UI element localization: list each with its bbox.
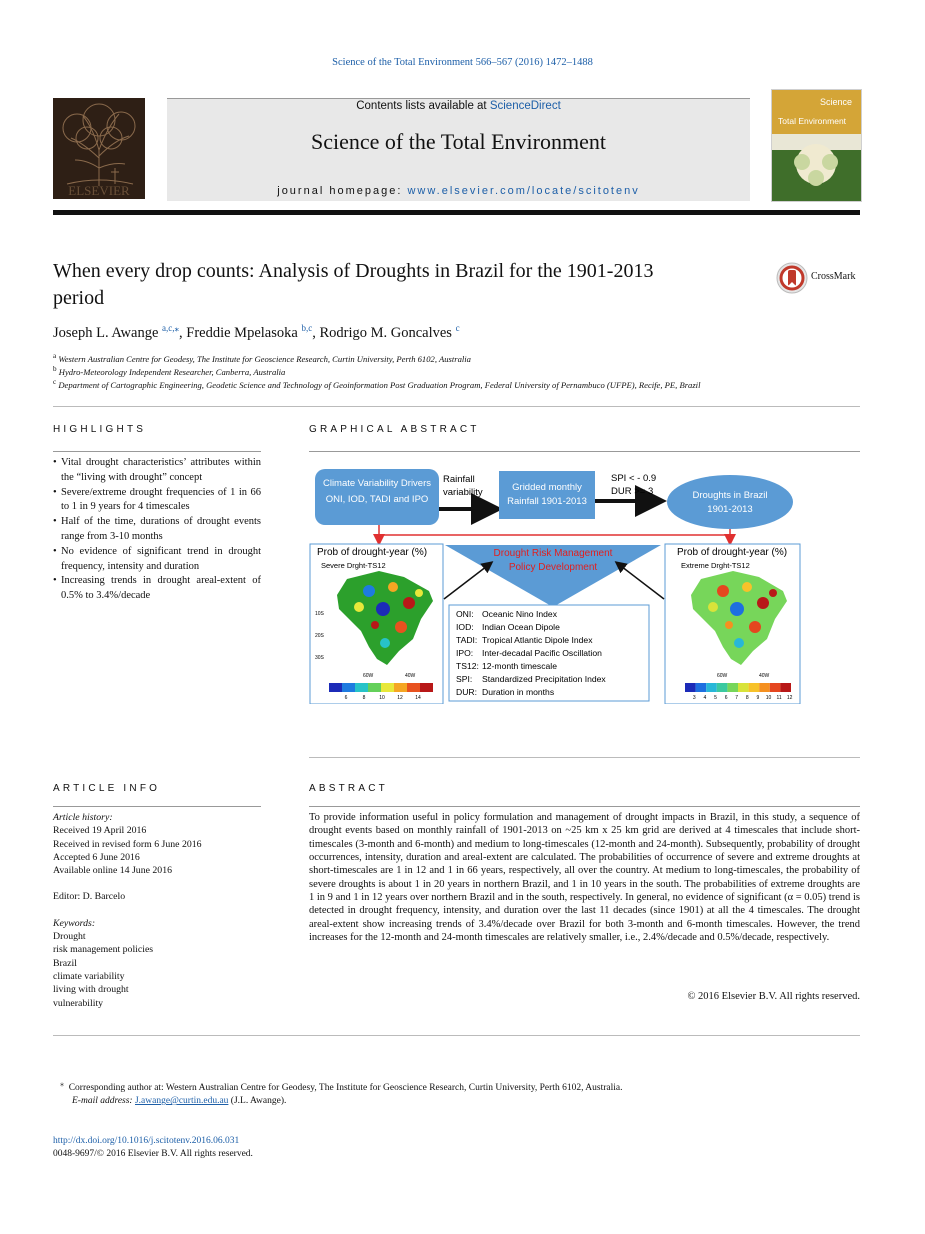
- homepage-prefix: journal homepage:: [277, 185, 408, 197]
- gridded-rainfall-box: [499, 471, 595, 519]
- drivers-title: Climate Variability Drivers: [322, 478, 432, 489]
- crossmark-button[interactable]: [776, 262, 866, 294]
- highlights-heading: HIGHLIGHTS: [53, 424, 147, 435]
- legend-desc: Inter-decadal Pacific Oscillation: [482, 648, 602, 658]
- legend-desc: Standardized Precipitation Index: [482, 674, 606, 684]
- right-map-subtitle: Extreme Drght-TS12: [681, 561, 750, 570]
- legend-desc: Tropical Atlantic Dipole Index: [482, 635, 593, 645]
- left-colorbar-tick: 10: [379, 695, 385, 701]
- footer-divider: [53, 1035, 860, 1036]
- abstract-text: To provide information useful in policy formulation and management of drought impacts in Brazil, in this study, a sequence of drought events based on monthly rainfall of 1901-2013 on ~25 km x 25 km grid are derived at 4 timescales that include short-timescales (3-month and 6-month) and medium to long-timescales (12-month and 24-month). Subsequently, probability of drought occurrences, intensity, duration and areal-extent are calculated. The probabilities of occurrence of severe and extreme droughts at short-timescales are 1 in 12 and 1 in 66 years, respectively, all over the country. At medium to long-timescales, the probability of severe droughts is about 1 in 20 years in northern Brazil, and 1 in 10 years in the south. The probabilities of extreme droughts are 1 in 9 and 1 in 12 years over northern Brazil and in the south, respectively. In general, no evidence of significant (α = 0.05) trend is detected in drought frequency, intensity, and duration over the last 11 decades (since 1901) at all the 4 timescales. The drought areal-extent show increasing trends of 3.4%/decade over Brazil for both 3-month and 6-month timescales. However, the trend increases for the 12-month and 24-month timescales are relatively smaller, i.e., 2.4%/decade and 0.5%/decade, respectively.: [309, 812, 860, 944]
- elsevier-wordmark: ELSEVIER: [68, 183, 130, 198]
- spi-criterion: SPI < - 0.9: [611, 473, 657, 484]
- dur-criterion: DUR >= 3: [611, 486, 654, 497]
- droughts-line1: Droughts in Brazil: [692, 490, 768, 501]
- colorbar-swatch: [368, 683, 381, 692]
- sciencedirect-link[interactable]: ScienceDirect: [489, 100, 561, 112]
- gridded-line2: Rainfall 1901-2013: [507, 496, 587, 507]
- left-colorbar: [329, 683, 433, 692]
- colorbar-swatch: [394, 683, 407, 692]
- left-colorbar-tick: 12: [397, 695, 403, 701]
- legend-desc: Indian Ocean Dipole: [482, 622, 560, 632]
- legend-abbr: ONI:: [456, 609, 474, 619]
- author-list: [53, 323, 773, 342]
- highlights-rule: [53, 451, 261, 452]
- legend-abbr: TADI:: [456, 635, 478, 645]
- journal-cover-image[interactable]: [771, 89, 862, 202]
- affiliation-a: [53, 352, 860, 364]
- author-affiliation-marks[interactable]: b,c: [301, 323, 313, 333]
- left-map-subtitle: Severe Drght-TS12: [321, 561, 386, 570]
- variability-label: variability: [443, 487, 483, 498]
- legend-desc: 12-month timescale: [482, 661, 557, 671]
- colorbar-swatch: [749, 683, 760, 692]
- affiliation-text: Department of Cartographic Engineering, Geodetic Science and Technology of Geoinformation Post Graduation Program, Federal University of Pernambuco (UFPE), Recife, PE, Brazil: [58, 379, 701, 390]
- droughts-ellipse: [667, 475, 793, 529]
- highlight-item: • No evidence of significant trend in drought frequency, intensity and duration: [53, 545, 261, 575]
- cover-title-1: Science: [820, 97, 853, 107]
- graphical-abstract-rule: [309, 451, 860, 452]
- legend-desc: Oceanic Nino Index: [482, 609, 557, 619]
- right-map-title: Prob of drought-year (%): [677, 547, 788, 558]
- right-colorbar-tick: 11: [776, 695, 782, 701]
- lon-tick: 60W: [363, 673, 374, 679]
- keyword-item: risk management policies: [53, 944, 154, 956]
- contents-prefix: Contents lists available at: [356, 100, 490, 112]
- right-colorbar: [685, 683, 791, 692]
- right-colorbar-tick: 4: [703, 695, 707, 701]
- section-divider: [53, 406, 860, 407]
- colorbar-swatch: [342, 683, 355, 692]
- author-name[interactable]: , Freddie Mpelasoka: [179, 324, 302, 341]
- issn-copyright: 0048-9697/© 2016 Elsevier B.V. All rights reserved.: [53, 1149, 253, 1159]
- highlight-item: • Increasing trends in drought areal-extent of 0.5% to 3.4%/decade: [53, 574, 261, 604]
- legend-abbr: IPO:: [456, 648, 474, 658]
- author-name[interactable]: Joseph L. Awange: [53, 324, 163, 341]
- corresponding-author-footnote: [60, 1077, 860, 1108]
- footnote-mark: ⁎: [60, 1079, 64, 1088]
- history-revised: Received in revised form 6 June 2016: [53, 838, 202, 850]
- left-colorbar-tick: 14: [415, 695, 421, 701]
- left-colorbar-tick: 8: [362, 695, 366, 701]
- affiliation-text: Western Australian Centre for Geodesy, The Institute for Geoscience Research, Curtin University, Perth 6102, Australia: [58, 353, 471, 364]
- colorbar-swatch: [770, 683, 781, 692]
- red-connector: [379, 525, 730, 535]
- keyword-item: Drought: [53, 931, 86, 943]
- legend-abbr: SPI:: [456, 674, 473, 684]
- keyword-item: Brazil: [53, 957, 77, 969]
- lon-tick: 40W: [405, 673, 416, 679]
- email-label: E-mail address:: [72, 1096, 135, 1107]
- right-colorbar-tick: 12: [786, 695, 793, 701]
- footnote-text: Corresponding author at: Western Australian Centre for Geodesy, The Institute for Geoscience Research, Curtin University, Perth 6102, Australia.: [68, 1083, 623, 1094]
- copyright-notice: © 2016 Elsevier B.V. All rights reserved.: [687, 991, 860, 1002]
- lat-tick: 30S: [315, 655, 324, 661]
- right-colorbar-tick: 5: [714, 695, 717, 701]
- lon-tick: 60W: [717, 673, 728, 679]
- colorbar-swatch: [780, 683, 791, 692]
- left-map-title: Prob of drought-year (%): [317, 547, 428, 558]
- header-rule: [53, 210, 860, 215]
- graphical-abstract-heading: GRAPHICAL ABSTRACT: [309, 424, 480, 435]
- keyword-item: vulnerability: [53, 997, 104, 1009]
- colorbar-swatch: [706, 683, 717, 692]
- colorbar-swatch: [727, 683, 738, 692]
- article-info: [53, 811, 261, 1010]
- colorbar-swatch: [738, 683, 749, 692]
- colorbar-swatch: [329, 683, 342, 692]
- author-name[interactable]: , Rodrigo M. Goncalves: [312, 324, 456, 341]
- right-colorbar-tick: 7: [735, 695, 739, 701]
- colorbar-swatch: [717, 683, 728, 692]
- rainfall-label: Rainfall: [443, 474, 475, 485]
- history-accepted: Accepted 6 June 2016: [53, 851, 140, 863]
- journal-title: Science of the Total Environment: [311, 129, 606, 154]
- email-link[interactable]: J.awange@curtin.edu.au: [134, 1096, 229, 1107]
- right-colorbar-tick: 6: [724, 695, 728, 701]
- abstract-heading: ABSTRACT: [309, 783, 388, 794]
- highlight-item: • Severe/extreme drought frequencies of 1 in 66 to 1 in 9 years for 4 timescales: [53, 486, 261, 516]
- cover-title-2: Total Environment: [778, 116, 847, 126]
- journal-reference-link[interactable]: Science of the Total Environment 566–567 (2016) 1472–1488: [332, 57, 593, 68]
- doi-block: [53, 1135, 453, 1161]
- keyword-item: living with drought: [53, 984, 129, 996]
- abstract-rule: [309, 806, 860, 807]
- crossmark-label: CrossMark: [811, 271, 856, 282]
- author-affiliation-marks[interactable]: a,c,⁎: [162, 323, 180, 333]
- keyword-item: climate variability: [53, 970, 125, 982]
- affiliation-c: [53, 378, 860, 390]
- article-title: When every drop counts: Analysis of Droughts in Brazil for the 1901-2013 period: [53, 260, 654, 309]
- right-colorbar-tick: 3: [692, 695, 696, 701]
- affiliation-b: [53, 365, 860, 377]
- journal-homepage: [167, 185, 750, 197]
- right-colorbar-tick: 10: [765, 695, 772, 701]
- legend-abbr: DUR:: [456, 687, 478, 697]
- lat-tick: 20S: [315, 633, 324, 639]
- contents-line: [167, 100, 750, 112]
- right-map-arrow: [617, 563, 664, 599]
- left-map-arrow: [444, 563, 491, 599]
- risk-line2: Policy Development: [508, 562, 598, 573]
- keywords-label: Keywords:: [53, 917, 96, 929]
- risk-line1: Drought Risk Management: [493, 548, 613, 559]
- affiliation-mark: a: [53, 352, 57, 360]
- history-label: Article history:: [53, 812, 113, 823]
- highlight-item: • Vital drought characteristics’ attributes within the “living with drought” concept: [53, 456, 261, 486]
- homepage-link[interactable]: www.elsevier.com/locate/scitotenv: [407, 185, 640, 197]
- graphical-abstract-bottom-rule: [309, 757, 860, 758]
- journal-header: [167, 98, 750, 201]
- colorbar-swatch: [685, 683, 696, 692]
- highlights-list: [53, 456, 261, 604]
- colorbar-swatch: [355, 683, 368, 692]
- affiliation-mark: c: [53, 378, 57, 386]
- author-affiliation-marks[interactable]: c: [455, 323, 460, 333]
- left-colorbar-tick: 6: [344, 695, 348, 701]
- lat-tick: 10S: [315, 611, 324, 617]
- article-info-heading: ARTICLE INFO: [53, 783, 161, 794]
- graphical-abstract-figure[interactable]: [309, 459, 860, 704]
- colorbar-swatch: [381, 683, 394, 692]
- email-suffix: (J.L. Awange).: [228, 1096, 287, 1107]
- editor: Editor: D. Barcelo: [53, 891, 126, 903]
- right-colorbar-tick: 8: [745, 695, 749, 701]
- history-online: Available online 14 June 2016: [53, 865, 172, 877]
- highlight-item: • Half of the time, durations of drought events range from 3-10 months: [53, 515, 261, 545]
- colorbar-swatch: [759, 683, 770, 692]
- legend-desc: Duration in months: [482, 687, 555, 697]
- history-received: Received 19 April 2016: [53, 825, 147, 837]
- colorbar-swatch: [696, 683, 707, 692]
- legend-abbr: IOD:: [456, 622, 474, 632]
- colorbar-swatch: [420, 683, 433, 692]
- gridded-line1: Gridded monthly: [512, 482, 582, 493]
- affiliation-mark: b: [53, 365, 57, 373]
- affiliation-text: Hydro-Meteorology Independent Researcher, Canberra, Australia: [58, 366, 286, 377]
- elsevier-logo: [53, 98, 145, 199]
- article-info-rule: [53, 806, 261, 807]
- colorbar-swatch: [407, 683, 420, 692]
- crossmark-icon: [776, 262, 808, 294]
- drivers-list: ONI, IOD, TADI and IPO: [325, 494, 429, 505]
- right-colorbar-tick: 9: [756, 695, 760, 701]
- droughts-line2: 1901-2013: [707, 504, 753, 515]
- lon-tick: 40W: [759, 673, 770, 679]
- legend-abbr: TS12:: [456, 661, 479, 671]
- doi-link[interactable]: http://dx.doi.org/10.1016/j.scitotenv.2016.06.031: [53, 1136, 240, 1146]
